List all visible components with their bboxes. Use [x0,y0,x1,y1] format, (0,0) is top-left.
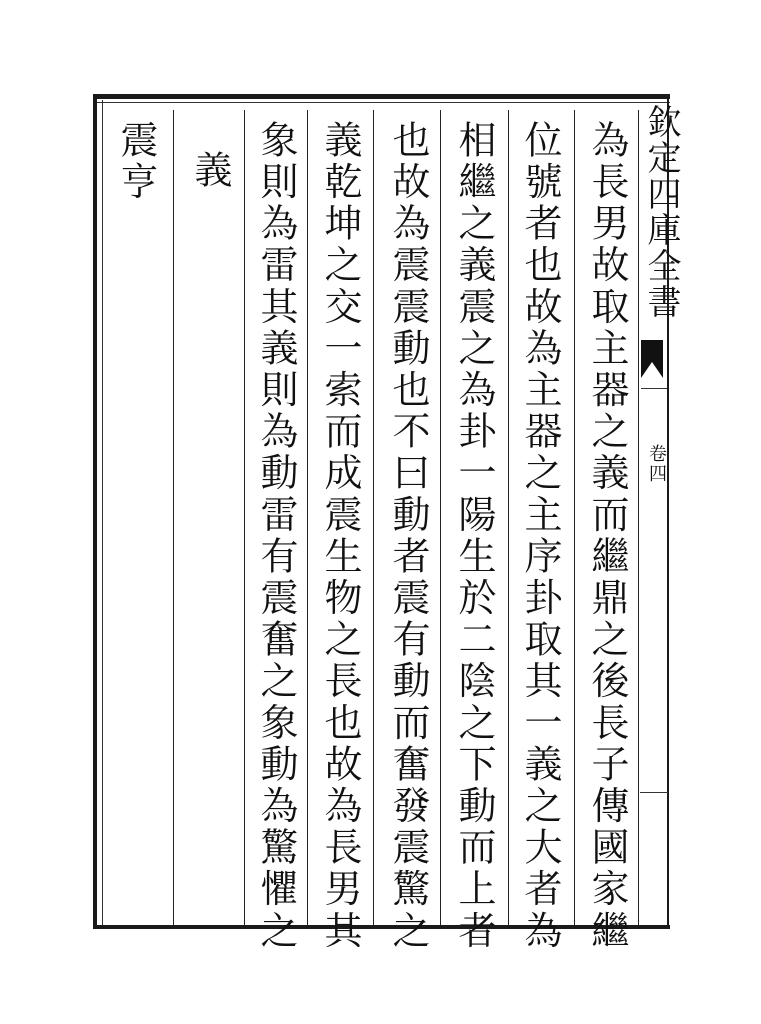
text-column: 義 [188,150,232,192]
text-column: 象則為雷其義則為動雷有震奮之象動為驚懼之 [254,120,298,952]
column-rule [173,110,174,925]
margin-divider [640,792,668,793]
section-heading: 震亨 [114,120,158,204]
column-rule [440,110,441,925]
margin-divider [641,388,667,389]
text-column: 為長男故取主器之義而繼鼎之後長子傳國家繼 [585,120,629,952]
border-left [93,94,97,929]
column-rule [373,110,374,925]
column-rule [244,110,245,925]
column-rule [574,110,575,925]
text-column: 位號者也故為主器之主序卦取其一義之大者為 [518,120,562,952]
text-column: 義乾坤之交一索而成震生物之長也故為長男其 [318,120,362,952]
fish-tail-icon [641,340,663,378]
border-left-inner [102,100,103,925]
border-top [95,94,670,99]
collection-title: 欽定四庫全書 [641,104,681,320]
volume-label: 卷四 [646,444,667,484]
column-rule [508,110,509,925]
border-top-inner [95,102,670,103]
border-bottom [95,925,670,929]
text-column: 也故為震震動也不曰動者震有動而奮發震驚之 [386,120,430,952]
text-column: 相繼之義震之為卦一陽生於二陰之下動而上者 [452,120,496,952]
column-rule [307,110,308,925]
